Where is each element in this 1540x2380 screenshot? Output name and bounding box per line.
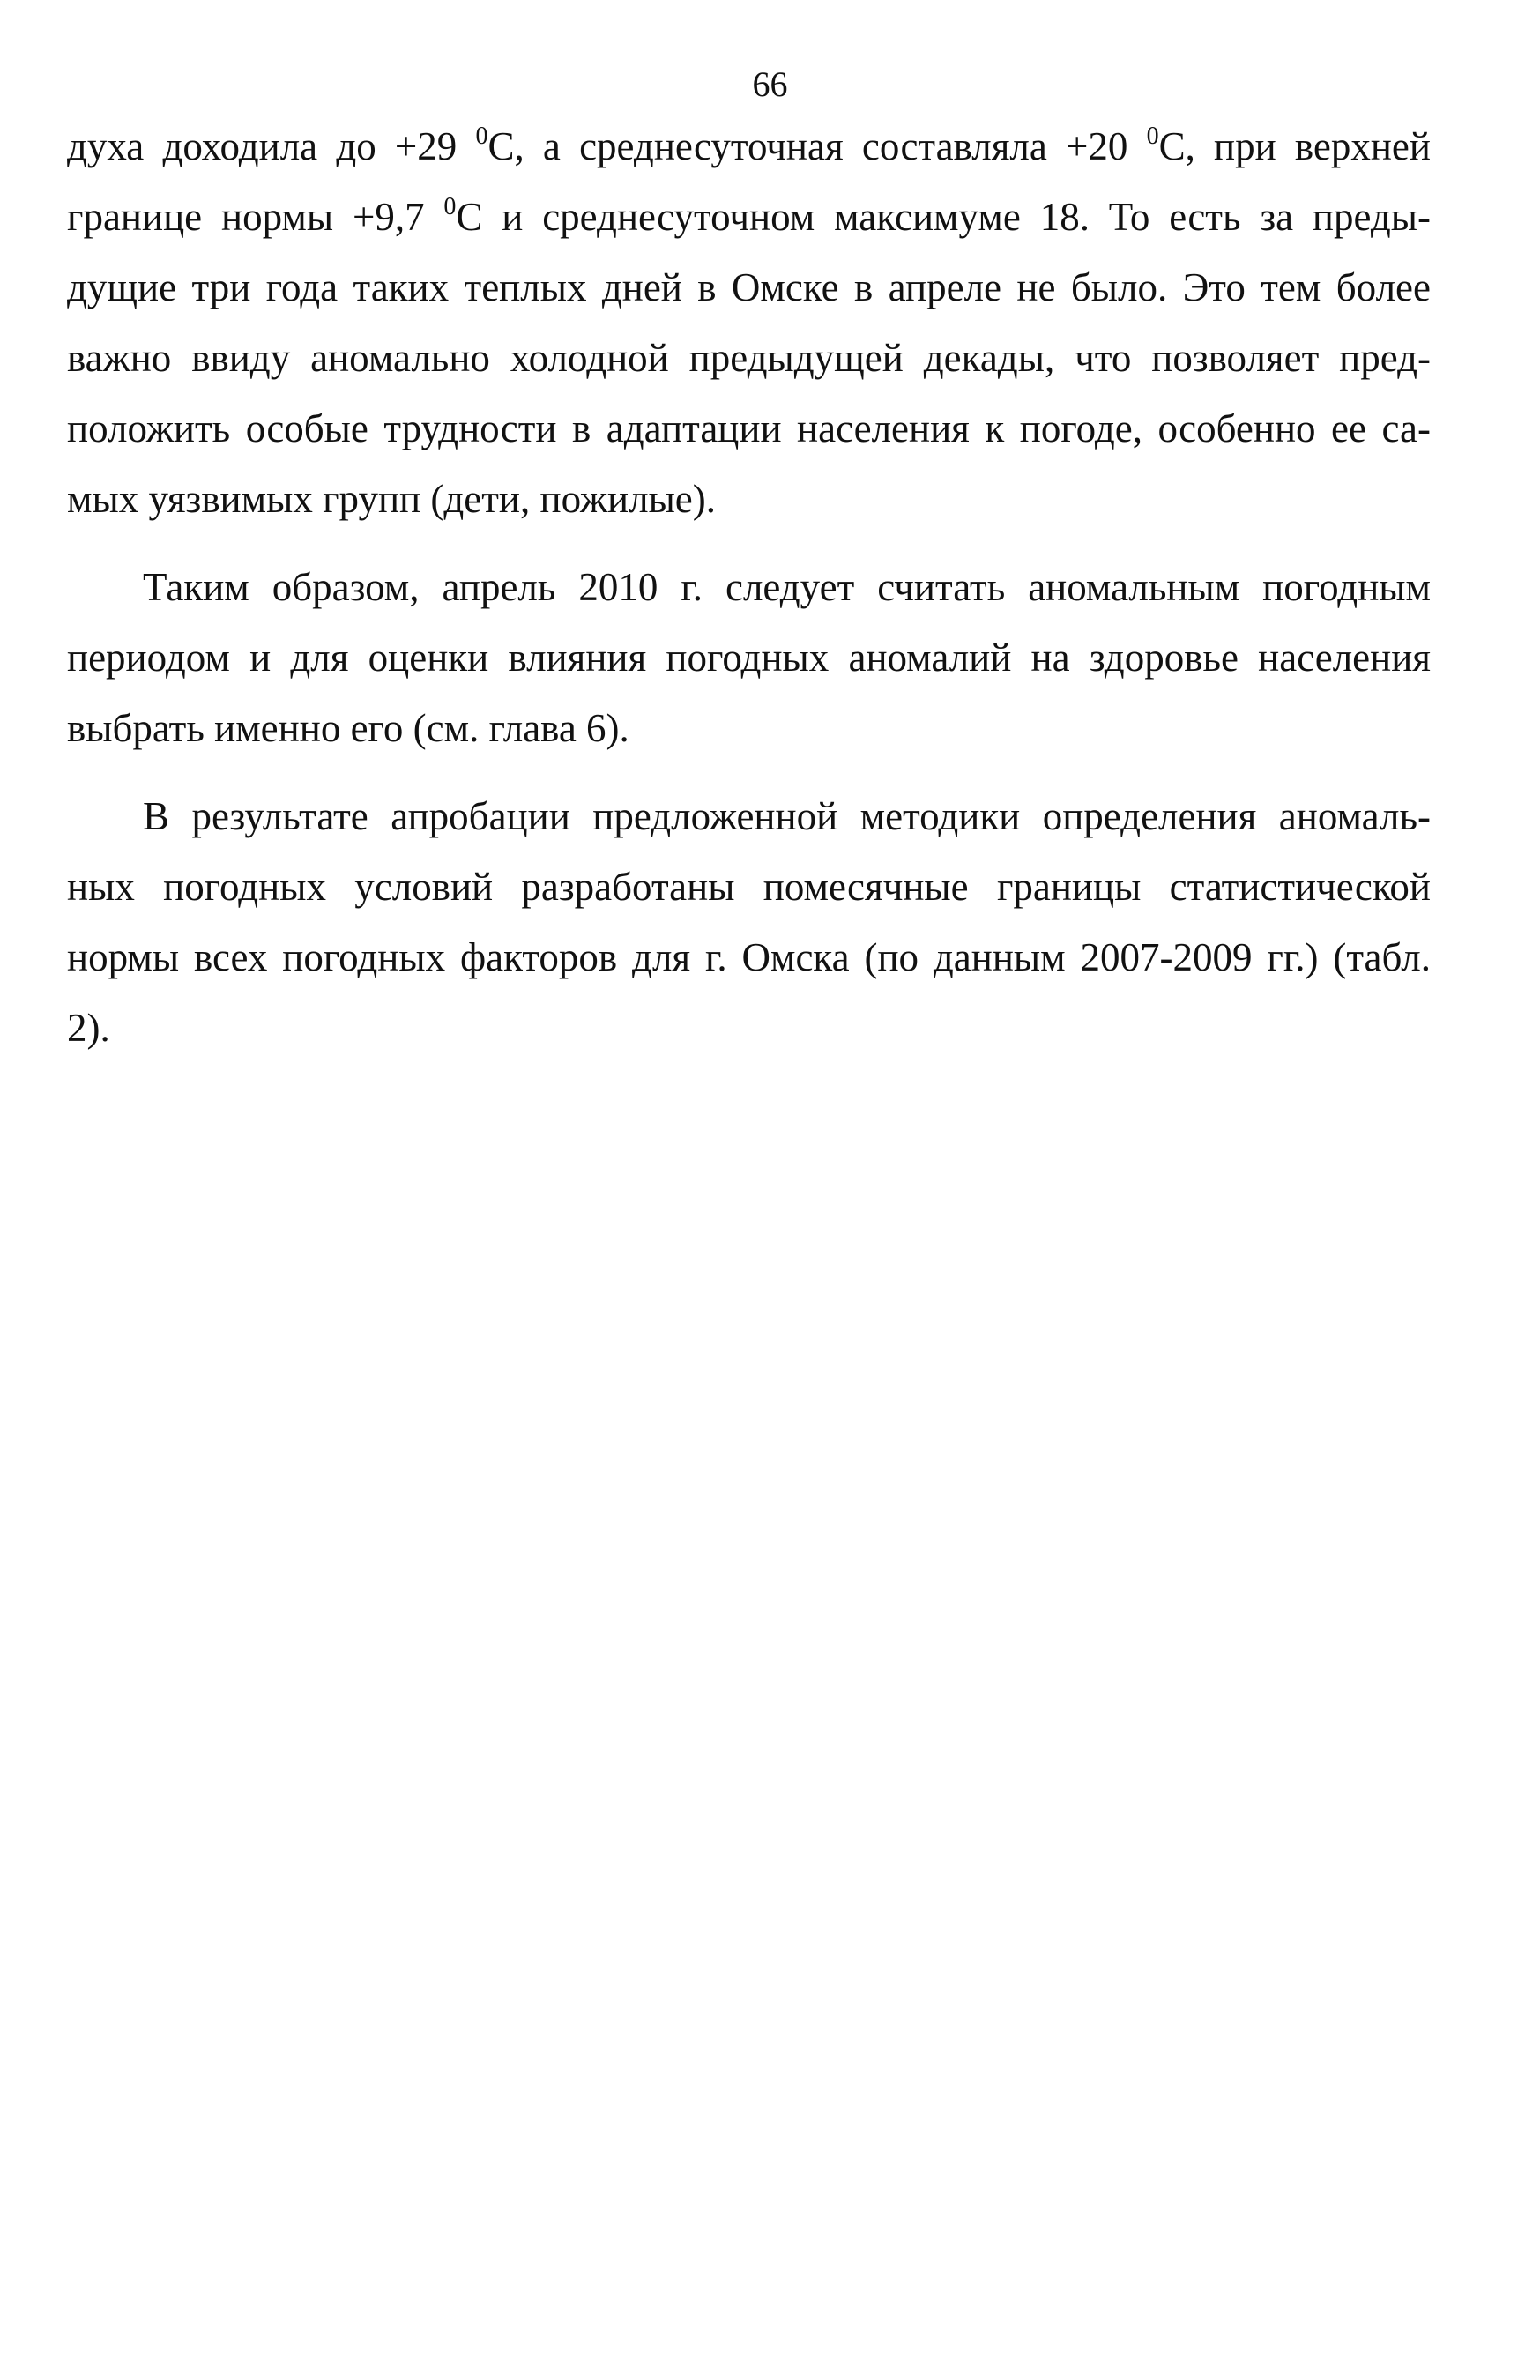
degree-superscript: 0 bbox=[443, 193, 457, 220]
text-line: В результате апробации предложенной методики определения аномаль- bbox=[143, 794, 1431, 838]
paragraph-2 bbox=[67, 552, 1431, 763]
text-line: важно ввиду аномально холодной предыдущей декады, что позволяет пред- bbox=[67, 336, 1431, 380]
text-line: выбрать именно его (см. глава 6). bbox=[67, 706, 629, 750]
text-line: положить особые трудности в адаптации населения к погоде, особенно ее са- bbox=[67, 406, 1431, 450]
text-line: Таким образом, апрель 2010 г. следует считать аномальным погодным bbox=[143, 565, 1431, 609]
degree-superscript: 0 bbox=[1146, 123, 1159, 150]
text-line: ных погодных условий разработаны помесячные границы статистической bbox=[67, 865, 1431, 909]
text-line: 2). bbox=[67, 1006, 110, 1050]
text-line: периодом и для оценки влияния погодных аномалий на здоровье населения bbox=[67, 636, 1431, 680]
text-line: мых уязвимых групп (дети, пожилые). bbox=[67, 477, 717, 521]
paragraph-gap bbox=[67, 534, 1431, 552]
text-line: духа доходила до +29 $^0$С, а среднесуточная составляла +20 $^0$С, при верхней bbox=[67, 123, 1431, 168]
text-line: нормы всех погодных факторов для г. Омска (по данным 2007-2009 гг.) (табл. bbox=[67, 935, 1431, 979]
text-line: дущие три года таких теплых дней в Омске в апреле не было. Это тем более bbox=[67, 265, 1431, 309]
document-body bbox=[67, 111, 1431, 1063]
paragraph-1 bbox=[67, 111, 1431, 534]
degree-superscript: 0 bbox=[475, 123, 488, 150]
paragraph-gap bbox=[67, 763, 1431, 781]
text-line: границе нормы +9,7 $^0$С и среднесуточном максимуме 18. То есть за преды- bbox=[67, 193, 1431, 239]
page-number: 66 bbox=[752, 64, 788, 104]
paragraph-3 bbox=[67, 781, 1431, 1063]
